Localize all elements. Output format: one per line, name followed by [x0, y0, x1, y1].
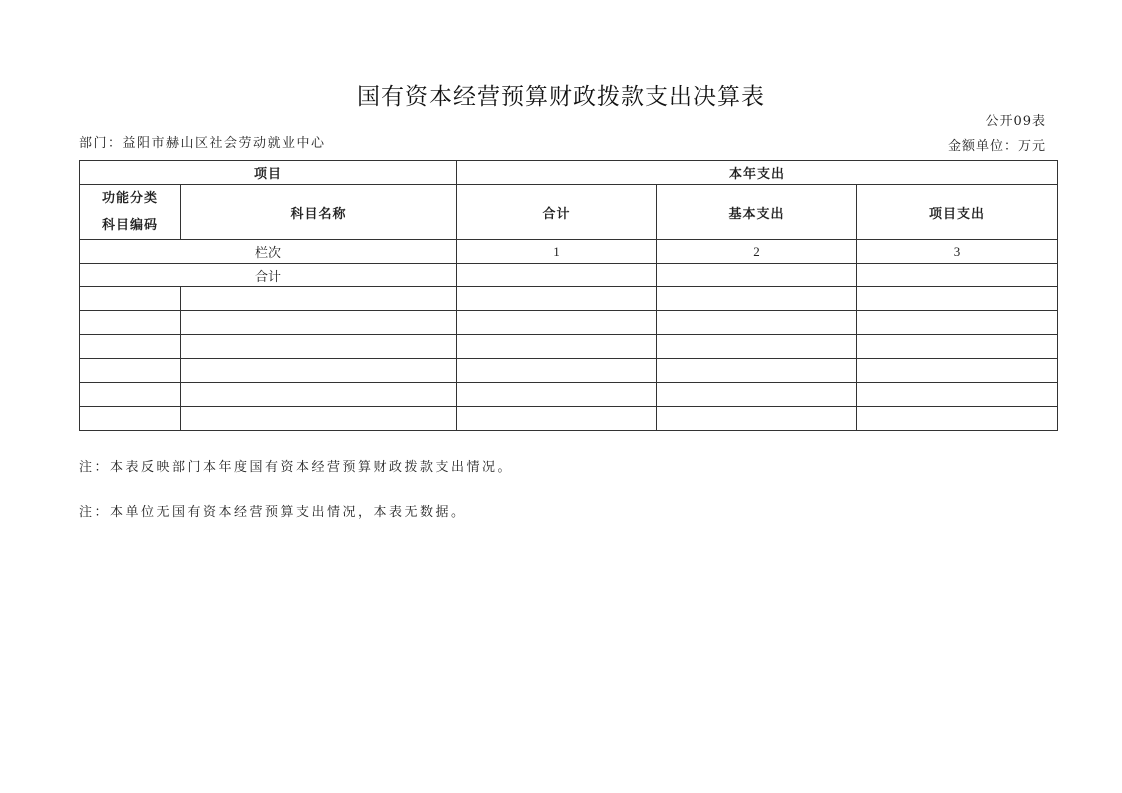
- table-cell: [457, 407, 657, 431]
- table-row: [80, 287, 1058, 311]
- table-cell: [457, 359, 657, 383]
- table-cell: [457, 335, 657, 359]
- table-row: [80, 311, 1058, 335]
- column-index-3: 3: [857, 240, 1058, 264]
- table-cell: [657, 335, 857, 359]
- table-cell: [80, 287, 181, 311]
- table-row: [80, 335, 1058, 359]
- table-cell: [657, 287, 857, 311]
- column-index-2: 2: [657, 240, 857, 264]
- note-no-data: 注：本单位无国有资本经营预算支出情况，本表无数据。: [79, 505, 467, 520]
- note-description: 注：本表反映部门本年度国有资本经营预算财政拨款支出情况。: [79, 460, 514, 475]
- table-cell: [181, 383, 457, 407]
- form-number: 公开09表: [985, 114, 1046, 129]
- column-index-label: 栏次: [80, 240, 457, 264]
- table-cell: [857, 311, 1058, 335]
- total-row-project: [857, 264, 1058, 287]
- table-row: [80, 407, 1058, 431]
- table-cell: [457, 287, 657, 311]
- header-subject-name: 科目名称: [181, 185, 457, 240]
- table-cell: [80, 359, 181, 383]
- table-cell: [857, 335, 1058, 359]
- column-index-row: [80, 240, 1058, 264]
- total-row-label: 合计: [80, 264, 457, 287]
- table-cell: [181, 359, 457, 383]
- table-cell: [657, 359, 857, 383]
- table-cell: [80, 311, 181, 335]
- amount-unit-label: 金额单位：万元: [947, 139, 1046, 154]
- header-function-code-line2: 科目编码: [101, 218, 158, 233]
- table-cell: [657, 407, 857, 431]
- table-cell: [457, 311, 657, 335]
- column-index-1: 1: [457, 240, 657, 264]
- header-function-code: [80, 185, 181, 240]
- expense-table: [79, 160, 1058, 431]
- header-basic-expense: 基本支出: [657, 185, 857, 240]
- table-cell: [80, 335, 181, 359]
- header-current-year-expense: 本年支出: [457, 161, 1058, 185]
- table-cell: [857, 383, 1058, 407]
- table-cell: [857, 287, 1058, 311]
- table-cell: [181, 335, 457, 359]
- header-total: 合计: [457, 185, 657, 240]
- department-label: 部门：益阳市赫山区社会劳动就业中心: [79, 136, 326, 151]
- table-cell: [457, 383, 657, 407]
- table-row: [80, 359, 1058, 383]
- header-project: 项目: [80, 161, 457, 185]
- page-title: 国有资本经营预算财政拨款支出决算表: [357, 84, 765, 110]
- table-cell: [181, 287, 457, 311]
- table-cell: [181, 311, 457, 335]
- total-row-basic: [657, 264, 857, 287]
- table-cell: [657, 383, 857, 407]
- table-row: [80, 383, 1058, 407]
- table-cell: [80, 383, 181, 407]
- table-cell: [657, 311, 857, 335]
- header-function-code-line1: 功能分类: [101, 191, 158, 206]
- table-cell: [857, 359, 1058, 383]
- table-cell: [181, 407, 457, 431]
- total-row: [80, 264, 1058, 287]
- table-cell: [857, 407, 1058, 431]
- header-project-expense: 项目支出: [857, 185, 1058, 240]
- table-cell: [80, 407, 181, 431]
- total-row-total: [457, 264, 657, 287]
